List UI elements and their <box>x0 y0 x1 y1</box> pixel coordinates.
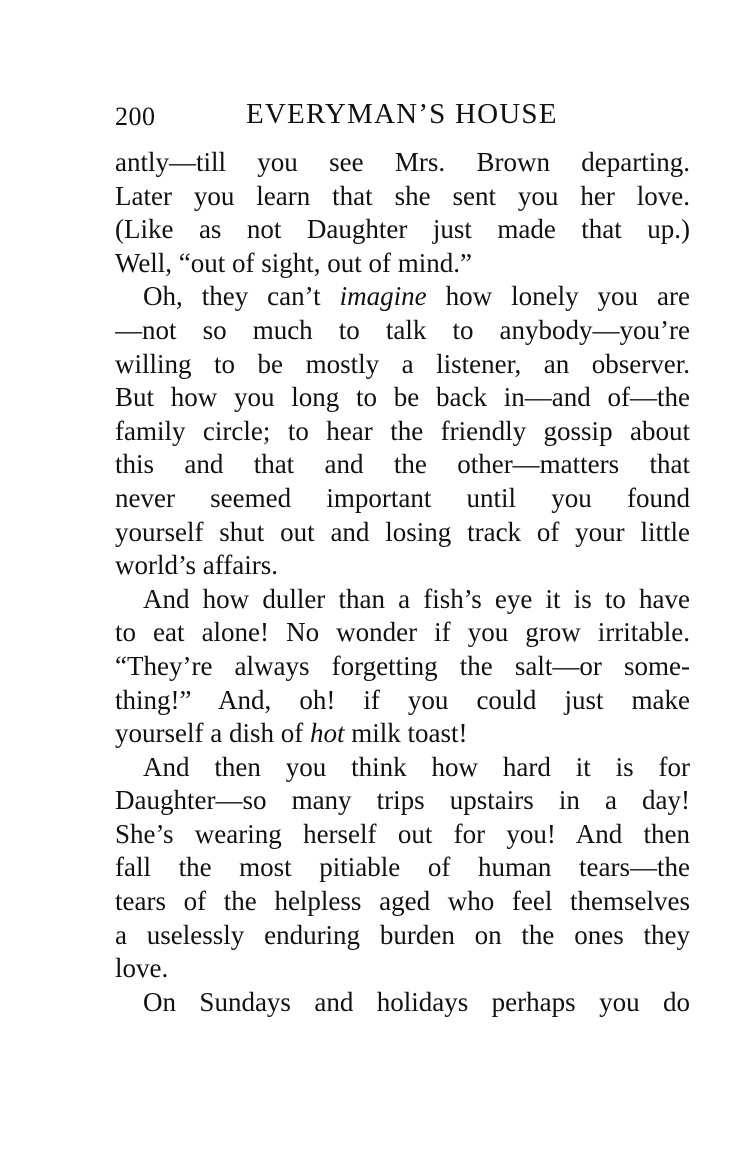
page-number: 200 <box>115 102 156 131</box>
text-line: —not so much to talk to anybody—you’re <box>115 314 690 345</box>
text-line: And then you think how hard it is for <box>143 751 690 782</box>
body-text <box>115 146 690 1019</box>
text-line: (Like as not Daughter just made that up.) <box>115 214 690 245</box>
text-line: Well, “out of sight, out of mind.” <box>115 247 473 278</box>
text-line: world’s affairs. <box>115 550 278 581</box>
text-line: “They’re always forgetting the salt—or some- <box>115 650 690 681</box>
running-head: EVERYMAN’S HOUSE <box>246 98 558 130</box>
text-line: tears of the helpless aged who feel themselves <box>115 886 690 917</box>
text-line: this and that and the other—matters that <box>115 449 690 480</box>
text-line: yourself shut out and losing track of your little <box>115 516 690 547</box>
text-line: to eat alone! No wonder if you grow irritable. <box>115 617 690 648</box>
text-line: willing to be mostly a listener, an observer. <box>115 348 690 379</box>
text-line: fall the most pitiable of human tears—the <box>115 852 690 883</box>
text-line: On Sundays and holidays perhaps you do <box>143 986 690 1017</box>
text-line: yourself a dish of hot milk toast! <box>115 718 468 749</box>
text-line: And how duller than a fish’s eye it is to have <box>143 583 690 614</box>
text-line: But how you long to be back in—and of—the <box>115 382 690 413</box>
text-line: Oh, they can’t imagine how lonely you are <box>143 281 690 312</box>
text-line: love. <box>115 953 169 984</box>
text-line: Later you learn that she sent you her love. <box>115 180 690 211</box>
text-line: She’s wearing herself out for you! And then <box>115 818 690 849</box>
text-line: antly—till you see Mrs. Brown departing. <box>115 147 690 177</box>
text-line: Daughter—so many trips upstairs in a day! <box>115 785 690 816</box>
emphasis: imagine <box>339 281 427 312</box>
text-line: a uselessly enduring burden on the ones they <box>115 919 690 950</box>
text-line: family circle; to hear the friendly gossip about <box>115 415 690 446</box>
text-line: thing!” And, oh! if you could just make <box>115 684 690 715</box>
page-header <box>115 98 690 138</box>
emphasis: hot <box>309 718 345 749</box>
text-line: never seemed important until you found <box>115 482 690 513</box>
